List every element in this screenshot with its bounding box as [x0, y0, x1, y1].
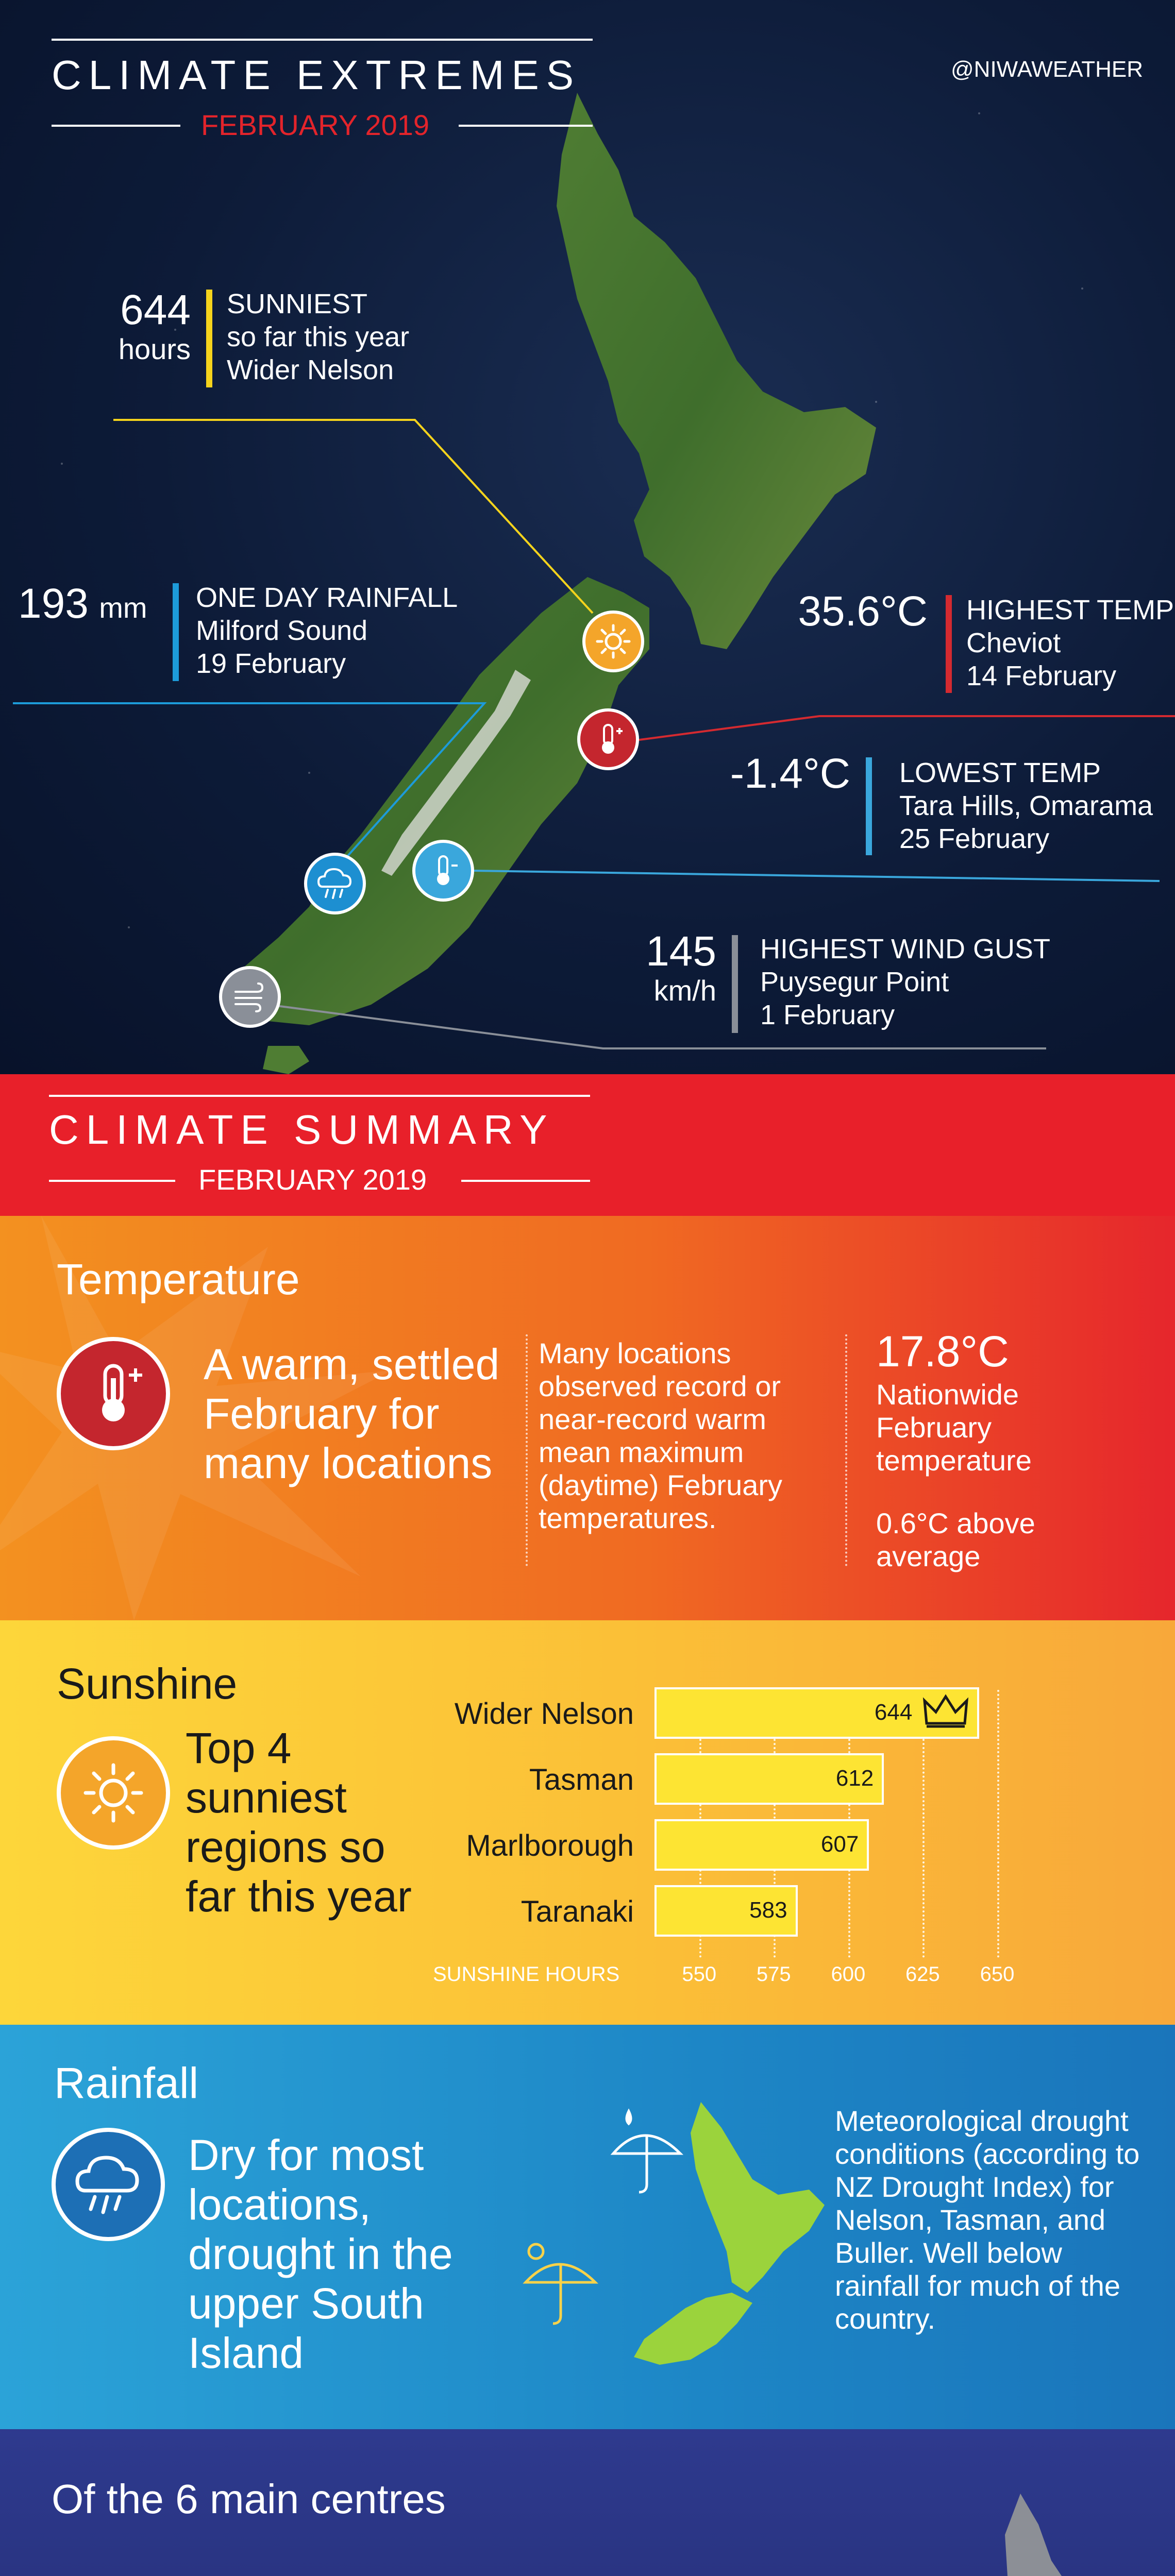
- sun-map-marker: [582, 611, 644, 672]
- sunniest-value: 644: [120, 286, 191, 333]
- wind-line1: HIGHEST WIND GUST: [760, 934, 1051, 964]
- climate-summary-header: [0, 1074, 1175, 1216]
- umbrella-sun-icon: [526, 2244, 595, 2324]
- leader-lines: [0, 0, 1175, 1074]
- main-centres-section: [0, 2429, 1175, 2576]
- south-island-green: [634, 2293, 752, 2365]
- sun-icon: [595, 623, 631, 659]
- nationwide-line1: Nationwide: [876, 1378, 1019, 1411]
- sunniest-line1: SUNNIEST: [227, 289, 368, 319]
- rainfall-headline: Dry for most locations, drought in the upper South Island: [188, 2131, 453, 2377]
- niwa-handle: @NIWAWEATHER: [951, 57, 1144, 82]
- rain-cloud-map-marker: [304, 853, 366, 914]
- low-temp-line1: LOWEST TEMP: [899, 757, 1101, 788]
- temperature-divider-2: [845, 1334, 847, 1566]
- nationwide-temp-caption: [876, 1378, 1032, 1477]
- temperature-divider-1: [526, 1334, 528, 1566]
- temperature-anomaly: [876, 1507, 1035, 1573]
- sunshine-title: Sunshine: [57, 1659, 238, 1708]
- thermometer-cold-map-marker: [412, 840, 474, 902]
- sunniest-unit: hours: [118, 333, 191, 365]
- temperature-icon-circle: [57, 1337, 170, 1450]
- summary-rule-left: [49, 1180, 175, 1182]
- chart-tick-label: 650: [980, 1963, 1015, 1986]
- chart-tick-label: 550: [682, 1963, 717, 1986]
- rainfall-leader-line: [13, 703, 484, 876]
- sunniest-leader-line: [113, 420, 593, 613]
- high-temp-value: 35.6°C: [798, 588, 928, 635]
- rain-cloud-icon: [72, 2151, 144, 2218]
- rainfall-body: Meteorological drought conditions (according to NZ Drought Index) for Nelson, Tasman, and Buller. Well below rainfall for much of the country.: [835, 2105, 1140, 2335]
- nz-centres-map: [917, 2488, 1134, 2576]
- wind-line2: Puysegur Point: [760, 967, 949, 997]
- thermometer-cold-icon: [425, 853, 461, 889]
- rainfall-line1: ONE DAY RAINFALL: [196, 582, 458, 613]
- sunshine-section: [0, 1620, 1175, 2025]
- extremes-subtitle: FEBRUARY 2019: [201, 109, 430, 141]
- chart-axis-label: SUNSHINE HOURS: [433, 1963, 620, 1986]
- climate-extremes-section: [0, 0, 1175, 1074]
- summary-subtitle: FEBRUARY 2019: [198, 1163, 427, 1196]
- north-island-grey: [1005, 2494, 1121, 2576]
- rainfall-unit: mm: [99, 591, 147, 624]
- nz-dry-map-illustration: [510, 2097, 840, 2365]
- thermometer-plus-icon: [80, 1360, 147, 1427]
- chart-tick-label: 600: [831, 1963, 866, 1986]
- low-temp-leader-line: [474, 871, 1160, 881]
- chart-category-label: Wider Nelson: [454, 1697, 634, 1731]
- sunshine-headline: Top 4 sunniest regions so far this year: [186, 1724, 412, 1921]
- high-temp-line2: Cheviot: [966, 628, 1061, 658]
- high-temp-line3: 14 February: [966, 660, 1117, 691]
- thermometer-hot-map-marker: [577, 708, 639, 770]
- chart-value-label: 644: [874, 1700, 913, 1725]
- wind-value: 145: [646, 928, 716, 975]
- umbrella-rain-icon: [613, 2111, 680, 2192]
- rainfall-icon-circle: [52, 2128, 165, 2241]
- sunniest-line2: so far this year: [227, 321, 410, 352]
- crown-icon: [922, 1693, 969, 1730]
- wind-line3: 1 February: [760, 999, 895, 1030]
- chart-value-label: 612: [835, 1766, 874, 1791]
- summary-rule-right: [461, 1180, 590, 1182]
- rainfall-section: [0, 2025, 1175, 2429]
- chart-value-label: 583: [749, 1897, 787, 1923]
- rainfall-value: 193: [18, 580, 89, 627]
- rainfall-title: Rainfall: [54, 2059, 199, 2107]
- summary-rule-top: [49, 1095, 590, 1097]
- high-temp-line1: HIGHEST TEMP: [966, 595, 1174, 625]
- temperature-headline: A warm, settled February for many locations: [204, 1340, 500, 1487]
- chart-tick-label: 625: [905, 1963, 940, 1986]
- chart-category-label: Taranaki: [521, 1895, 634, 1928]
- thermometer-hot-icon: [590, 721, 626, 757]
- rainfall-line2: Milford Sound: [196, 615, 368, 646]
- low-temp-value: -1.4°C: [730, 750, 850, 797]
- high-temp-leader-line: [624, 716, 1175, 742]
- sunniest-line3: Wider Nelson: [227, 354, 394, 385]
- centres-title: Of the 6 main centres: [52, 2476, 446, 2522]
- chart-value-label: 607: [820, 1832, 859, 1857]
- wind-icon: [232, 981, 268, 1012]
- chart-category-label: Tasman: [529, 1763, 634, 1797]
- chart-tick-label: 575: [756, 1963, 791, 1986]
- anomaly-line2: average: [876, 1540, 981, 1572]
- summary-title: CLIMATE SUMMARY: [49, 1107, 555, 1153]
- temperature-body: Many locations observed record or near-record warm mean maximum (daytime) February temperatures.: [539, 1337, 783, 1534]
- wind-unit: km/h: [653, 974, 716, 1007]
- temperature-title: Temperature: [57, 1255, 300, 1303]
- rain-cloud-icon: [315, 866, 355, 902]
- rainfall-line3: 19 February: [196, 648, 346, 679]
- nationwide-line3: temperature: [876, 1444, 1032, 1477]
- low-temp-line2: Tara Hills, Omarama: [899, 790, 1153, 821]
- wind-map-marker: [219, 966, 281, 1028]
- chart-gridline: [997, 1690, 999, 1958]
- extremes-title: CLIMATE EXTREMES: [52, 52, 581, 98]
- nationwide-line2: February: [876, 1411, 992, 1444]
- anomaly-line1: 0.6°C above: [876, 1507, 1035, 1539]
- wind-leader-line: [268, 1005, 1046, 1048]
- nationwide-temp-value: 17.8°C: [876, 1327, 1009, 1376]
- low-temp-line3: 25 February: [899, 823, 1050, 854]
- north-island-green: [691, 2102, 825, 2293]
- temperature-section: [0, 1216, 1175, 1620]
- chart-category-label: Marlborough: [466, 1829, 634, 1862]
